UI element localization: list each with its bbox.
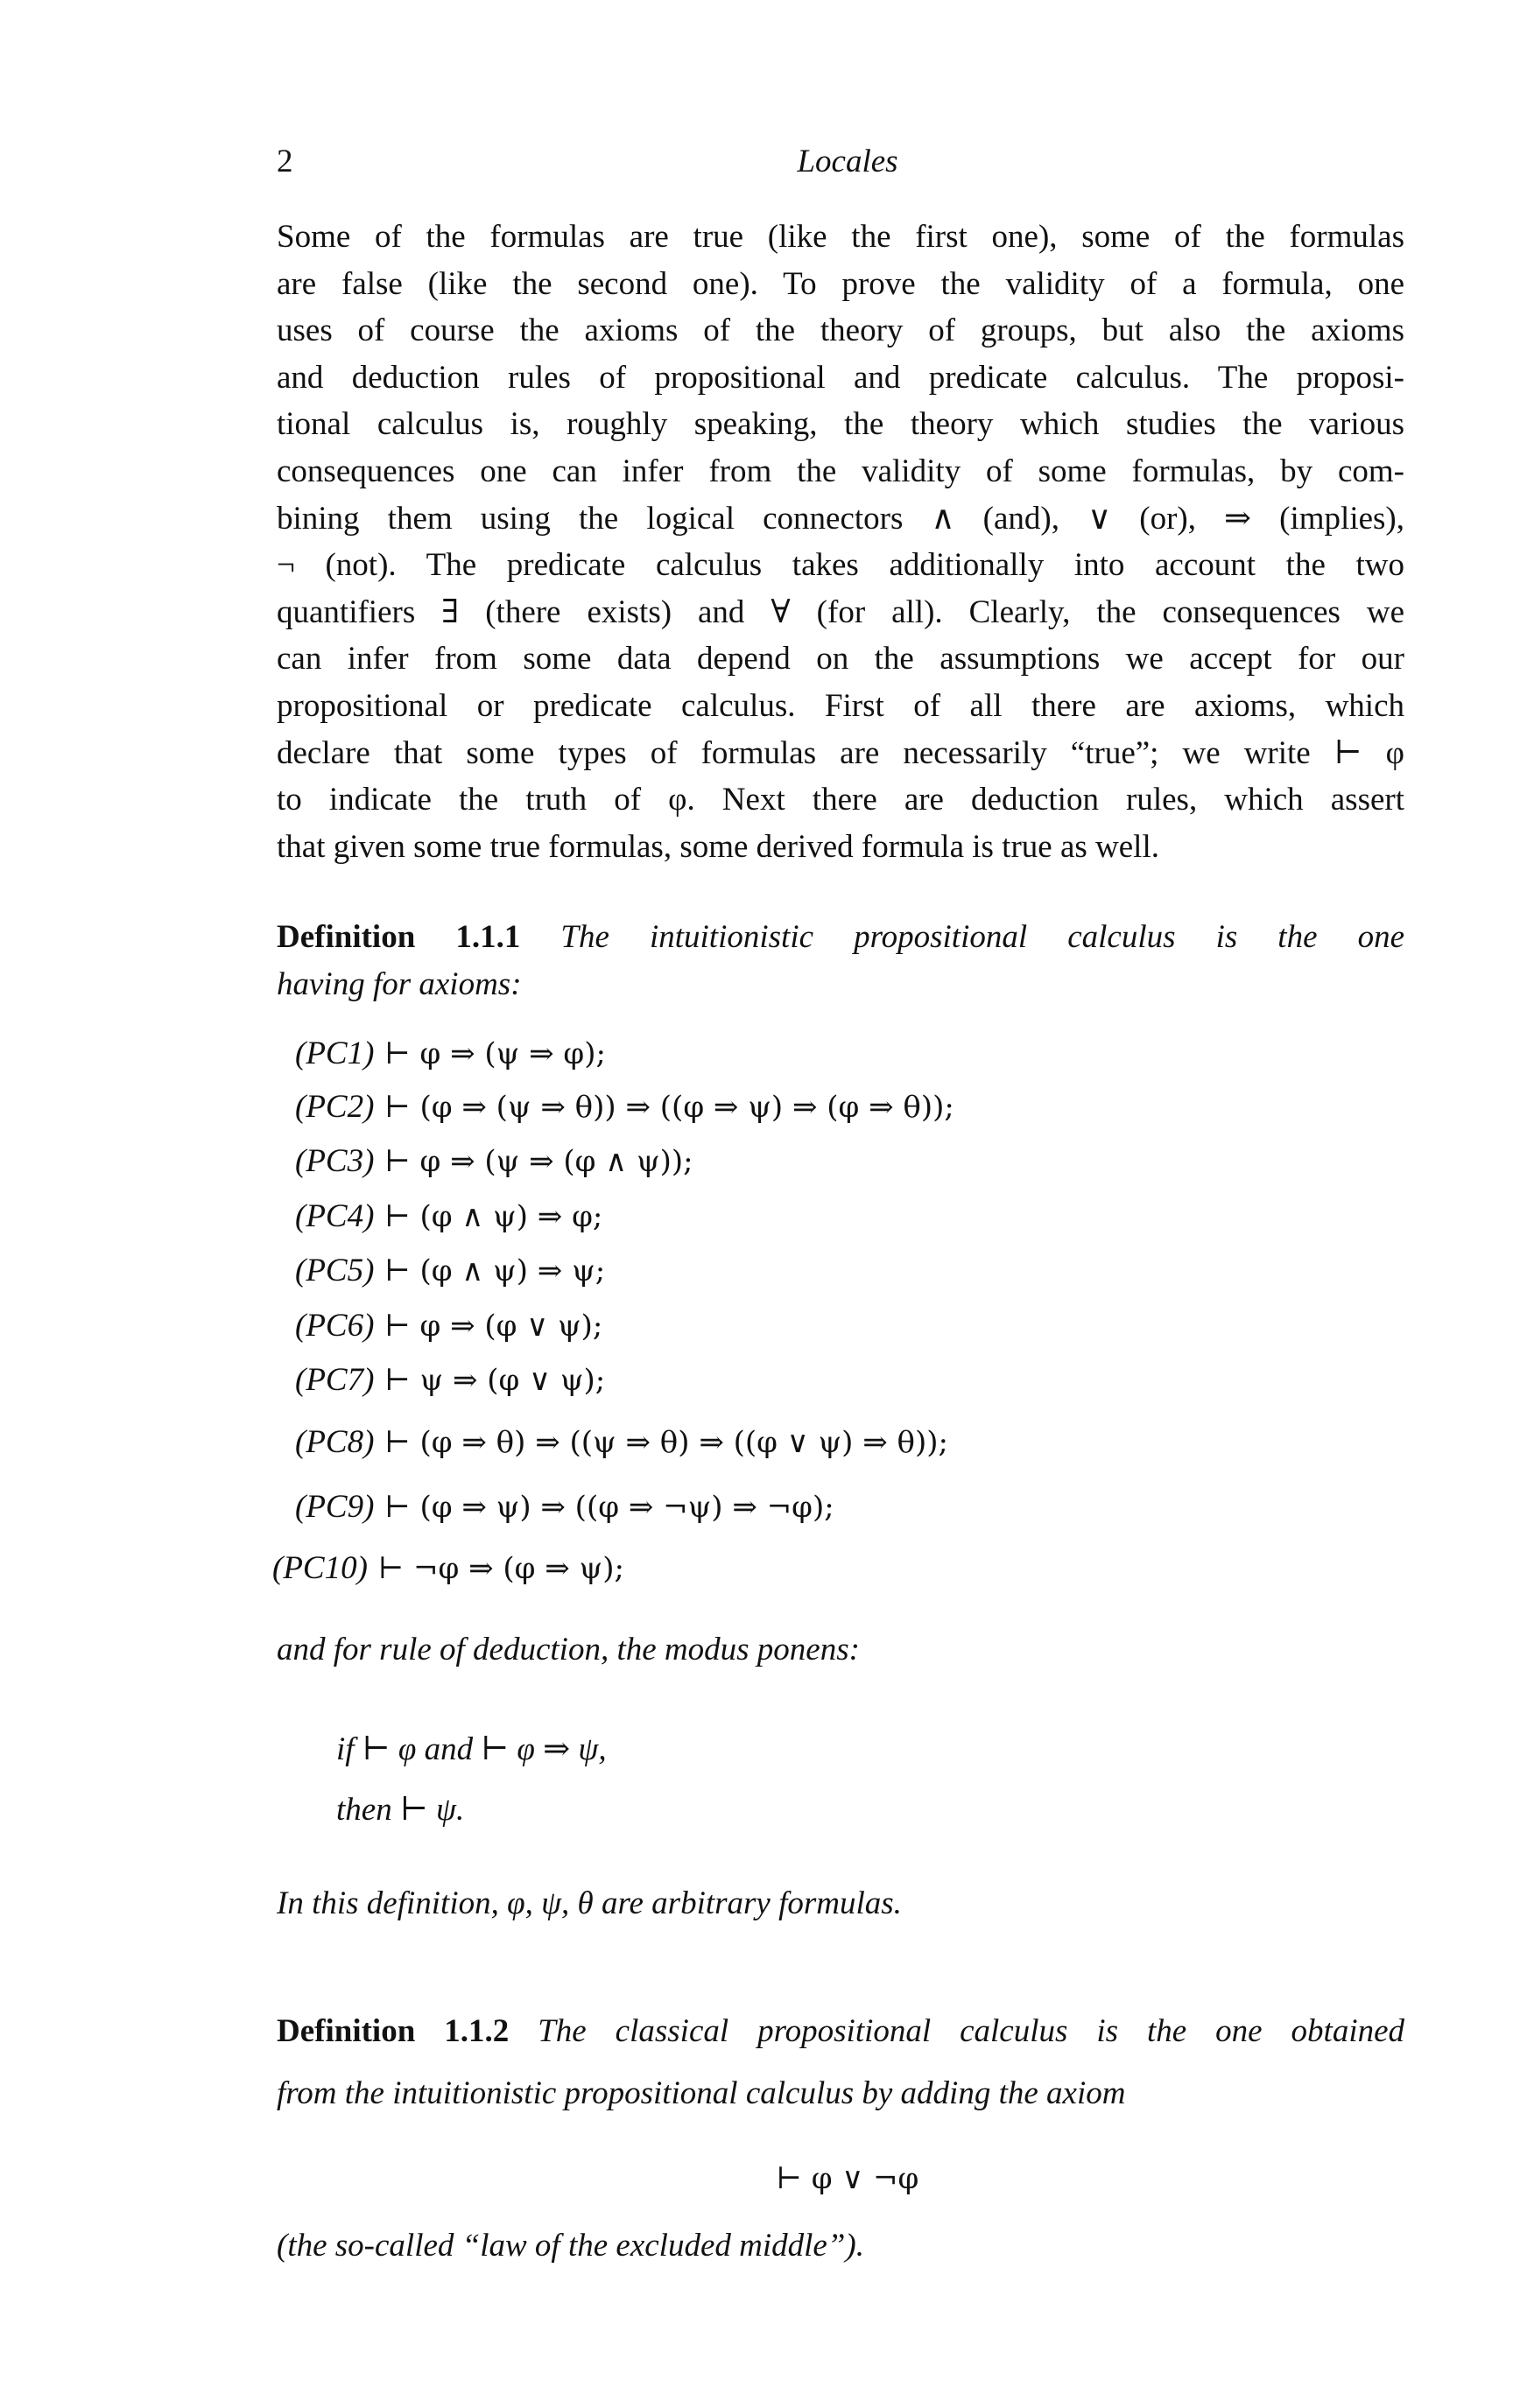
page-number: 2 — [277, 144, 293, 179]
axiom-formula: ⊢ (φ ∧ ψ) ⇒ φ; — [384, 1199, 603, 1234]
definition-1-closing: In this definition, φ, ψ, θ are arbitrary formulas. — [277, 1885, 902, 1921]
axiom-item — [295, 1193, 602, 1240]
axiom-item — [295, 1084, 954, 1131]
definition-2-label: Definition 1.1.2 — [277, 2013, 510, 2049]
axiom-item — [272, 1545, 624, 1592]
definition-2-text: The classical propositional calculus is the one obtained — [538, 2013, 1404, 2049]
axiom-item — [295, 1302, 602, 1350]
paragraph-line: to indicate the truth of φ. Next there are deduction rules, which assert — [277, 782, 1404, 818]
rule-if: if ⊢ φ and ⊢ φ ⇒ ψ, — [336, 1731, 607, 1767]
axiom-formula: ⊢ ¬φ ⇒ (φ ⇒ ψ); — [377, 1551, 624, 1586]
axiom-item — [295, 1484, 834, 1531]
axiom-item — [295, 1030, 606, 1078]
definition-1-line-2: having for axioms: — [277, 966, 522, 1002]
paragraph-line: and deduction rules of propositional and predicate calculus. The proposi- — [277, 359, 1404, 396]
axiom-formula: ⊢ (φ ⇒ ψ) ⇒ ((φ ⇒ ¬ψ) ⇒ ¬φ); — [384, 1490, 834, 1525]
paragraph-line: can infer from some data depend on the assumptions we accept for our — [277, 641, 1404, 677]
axiom-formula: ⊢ (φ ⇒ (ψ ⇒ θ)) ⇒ ((φ ⇒ ψ) ⇒ (φ ⇒ θ)); — [384, 1090, 954, 1125]
axiom-label: (PC6) — [295, 1308, 375, 1344]
paragraph-line: quantifiers ∃ (there exists) and ∀ (for all). Clearly, the consequences we — [277, 593, 1404, 630]
rule-intro: and for rule of deduction, the modus ponens: — [277, 1632, 860, 1667]
paragraph-line: tional calculus is, roughly speaking, the theory which studies the various — [277, 406, 1404, 443]
axiom-label: (PC8) — [295, 1424, 375, 1460]
definition-2-line-2: from the intuitionistic propositional calculus by adding the axiom — [277, 2075, 1126, 2111]
paragraph-line: declare that some types of formulas are necessarily “true”; we write ⊢ φ — [277, 734, 1404, 771]
axiom-label: (PC1) — [295, 1036, 375, 1071]
axiom-formula: ⊢ φ ⇒ (ψ ⇒ (φ ∧ ψ)); — [384, 1144, 693, 1179]
paragraph-line: are false (like the second one). To prove the validity of a formula, one — [277, 265, 1404, 302]
axiom-label: (PC10) — [272, 1550, 368, 1586]
axiom-label: (PC9) — [295, 1489, 375, 1525]
axiom-item — [295, 1138, 693, 1185]
axiom-formula: ⊢ (φ ∧ ψ) ⇒ ψ; — [384, 1253, 606, 1288]
axiom-label: (PC4) — [295, 1198, 375, 1234]
axiom-formula: ⊢ (φ ⇒ θ) ⇒ ((ψ ⇒ θ) ⇒ ((φ ∨ ψ) ⇒ θ)); — [384, 1425, 948, 1460]
definition-1-text: The intuitionistic propositional calculus is the one — [560, 919, 1404, 955]
axiom-formula: ⊢ φ ⇒ (φ ∨ ψ); — [384, 1309, 603, 1344]
axiom-item — [295, 1357, 605, 1404]
paragraph-line: Some of the formulas are true (like the first one), some of the formulas — [277, 219, 1404, 255]
axiom-label: (PC5) — [295, 1253, 375, 1288]
excluded-middle-axiom: ⊢ φ ∨ ¬φ — [776, 2161, 919, 2196]
rule-then: then ⊢ ψ. — [336, 1792, 465, 1828]
definition-1-line-1 — [277, 914, 1404, 961]
definition-2-line-1 — [277, 2008, 1404, 2055]
paragraph-line: ¬ (not). The predicate calculus takes additionally into account the two — [277, 547, 1404, 584]
axiom-label: (PC3) — [295, 1143, 375, 1179]
definition-2-closing: (the so-called “law of the excluded middle”). — [277, 2228, 864, 2264]
axiom-formula: ⊢ φ ⇒ (ψ ⇒ φ); — [384, 1036, 606, 1071]
axiom-item — [295, 1247, 605, 1295]
axiom-label: (PC7) — [295, 1362, 375, 1398]
running-title: Locales — [797, 144, 898, 179]
axiom-label: (PC2) — [295, 1089, 375, 1125]
paragraph-line: propositional or predicate calculus. First of all there are axioms, which — [277, 688, 1404, 724]
axiom-item — [295, 1419, 948, 1466]
definition-1-label: Definition 1.1.1 — [277, 919, 521, 955]
paragraph-line: that given some true formulas, some derived formula is true as well. — [277, 828, 1159, 865]
axiom-formula: ⊢ ψ ⇒ (φ ∨ ψ); — [384, 1363, 606, 1398]
paragraph-line: uses of course the axioms of the theory of groups, but also the axioms — [277, 312, 1404, 349]
paragraph-line: consequences one can infer from the validity of some formulas, by com- — [277, 453, 1404, 489]
paragraph-line: bining them using the logical connectors ∧ (and), ∨ (or), ⇒ (implies), — [277, 500, 1404, 537]
